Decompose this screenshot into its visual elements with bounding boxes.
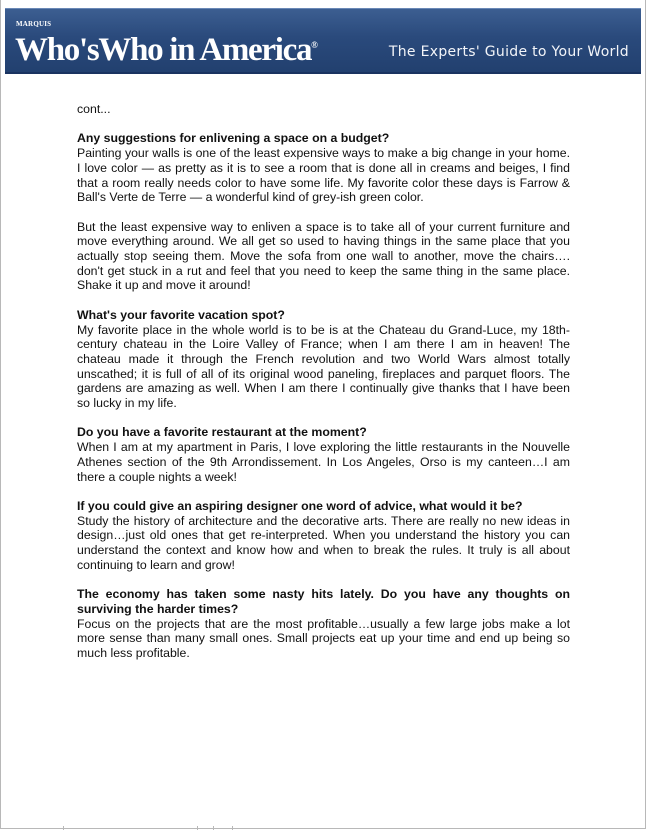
qa-restaurant (77, 425, 570, 484)
answer-paragraph: Study the history of architecture and the decorative arts. There are really no new ideas in design…just old ones that get re-interpreted. When you understand the history you can understand the context and know how and when to break the rules. It truly is all about continuing to learn and grow! (77, 513, 570, 572)
edge-tick (232, 826, 233, 830)
article-body (77, 102, 570, 675)
answer-paragraph: Painting your walls is one of the least expensive ways to make a big change in your home. I love color — as pretty as it is to see a room that is done all in creams and beiges, I find that a room really needs color to have some life. My favorite color these days is Farrow & Ball's Verte de Terre — a wonderful kind of grey-ish green color. (77, 146, 570, 205)
qa-budget (77, 131, 570, 293)
qa-economy (77, 587, 570, 661)
footer-edge-marks (0, 826, 646, 830)
question-heading: Do you have a favorite restaurant at the moment? (77, 425, 367, 440)
answer-paragraph: But the least expensive way to enliven a space is to take all of your current furniture and move everything around. We all get so used to having things in the same place that you actually stop seeing them. Move the sofa from one wall to another, move the chairs…. don't get stuck in a rut and feel that you need to keep the same thing in the same place. Shake it up and move it around! (77, 219, 570, 293)
edge-tick (63, 826, 64, 830)
qa-advice (77, 499, 570, 573)
answer-paragraph: When I am at my apartment in Paris, I love exploring the little restaurants in the Nouvelle Athenes section of the 9th Arrondissement. In Los Angeles, Orso is my canteen…I am there a couple nights a week! (77, 440, 570, 484)
banner-tagline: The Experts' Guide to Your World (388, 44, 629, 60)
answer-paragraph: My favorite place in the whole world is to be is at the Chateau du Grand-Luce, my 18th-century chateau in the Loire Valley of France; when I am there I am in heaven! The chateau made it through the French revolution and two World Wars almost totally unscathed; it is full of all of its original wood paneling, fireplaces and parquet floors. The gardens are amazing as well. When I am there I continually give thanks that I have been so lucky in my life. (77, 322, 570, 411)
qa-vacation (77, 308, 570, 411)
edge-tick (197, 826, 198, 830)
publisher-name: MARQUIS (16, 20, 52, 28)
question-heading: If you could give an aspiring designer one word of advice, what would it be? (77, 498, 523, 513)
logo-text: Who'sWho in America (15, 32, 312, 68)
registered-mark: ® (311, 40, 318, 50)
question-heading: Any suggestions for enlivening a space on a budget? (77, 131, 390, 146)
edge-tick (213, 826, 214, 830)
whos-who-logo (15, 25, 318, 70)
question-heading: The economy has taken some nasty hits lately. Do you have any thoughts on surviving the harder times? (77, 587, 570, 616)
question-heading: What's your favorite vacation spot? (77, 307, 285, 322)
continued-label: cont... (77, 102, 111, 116)
masthead-banner (5, 8, 641, 74)
answer-paragraph: Focus on the projects that are the most profitable…usually a few large jobs make a lot more sense than many small ones. Small projects eat up your time and end up being so much less profitable. (77, 616, 570, 660)
